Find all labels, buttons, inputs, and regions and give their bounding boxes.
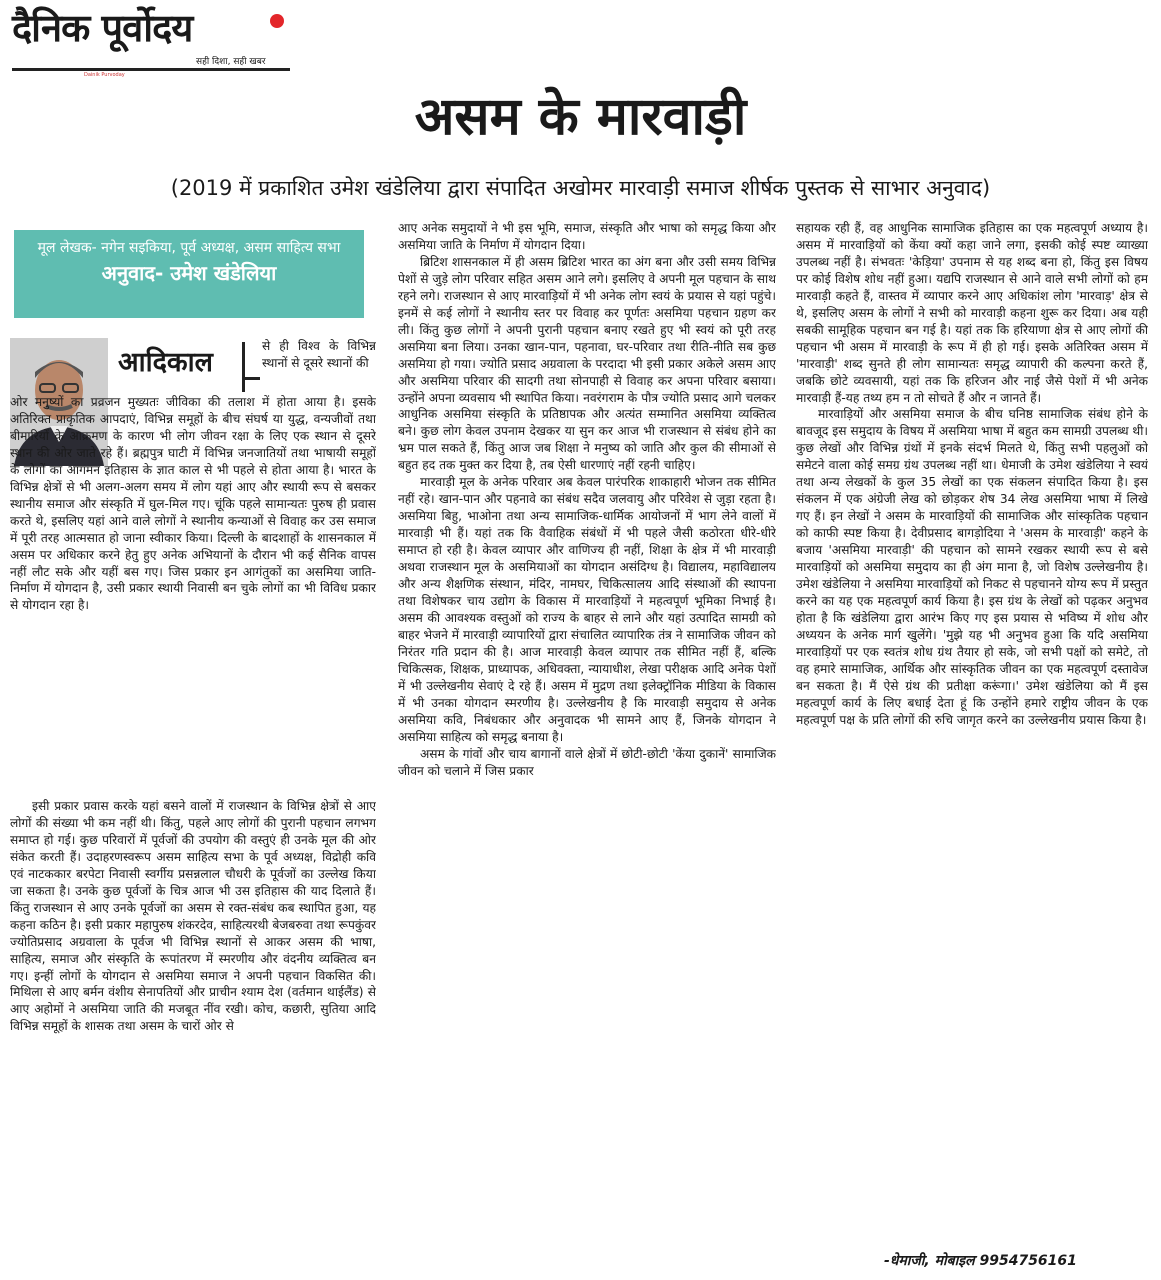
article-headline: असम के मारवाड़ी bbox=[414, 87, 747, 147]
column-1-lower bbox=[10, 798, 376, 1273]
newspaper-title: दैनिक पूर्वोदय bbox=[12, 5, 193, 50]
article-subheadline: (2019 में प्रकाशित उमेश खंडेलिया द्वारा संपादित अखोमर मारवाड़ी समाज शीर्षक पुस्तक से साभार अनुवाद) bbox=[170, 176, 991, 200]
paragraph: मारवाड़ियों और असमिया समाज के बीच घनिष्ठ सामाजिक संबंध होने के बावजूद इस समुदाय के विषय में असमिया भाषा में बहुत कम सामग्री उपलब्ध थी। कुछ लेखों और विभिन्न ग्रंथों में इनके संदर्भ मिलते थे, किंतु सभी पहलुओं को समेटने वाला कोई समग्र ग्रंथ उपलब्ध नहीं था। धेमाजी के उमेश खंडेलिया ने स्वयं तथा अन्य लेखकों के कुल 35 लेखों का एक संकलन संपादित किया है। इस संकलन में एक अंग्रेजी लेख को छोड़कर शेष 34 लेख असमिया भाषा में लिखे गए हैं। इन लेखों ने असम के मारवाड़ियों की सामाजिक और सांस्कृतिक पहचान को काफी स्पष्ट किया है। देवीप्रसाद बागड़ोदिया ने 'असम के मारवाड़ी' कहने के बजाय 'असमिया मारवाड़ी' की पहचान को सामने रखकर स्थायी रूप से बसे मारवाड़ियों को असमिया समुदाय का ही अंग माना है, जो विशेष उल्लेखनीय है। उमेश खंडेलिया ने असमिया मारवाड़ियों को निकट से पहचानने योग्य रूप में प्रस्तुत करने का यह एक महत्वपूर्ण कार्य किया है। इस ग्रंथ के लेखों को पढ़कर अनुभव होता है कि खंडेलिया द्वारा आरंभ किए गए इस प्रयास से भविष्य में शोध और अध्ययन के अनेक मार्ग खुलेंगे। 'मुझे यह भी अनुभव हुआ कि यदि असमिया मारवाड़ियों पर एक स्वतंत्र शोध ग्रंथ तैयार हो सके, जो सभी पक्षों को समेटे, तो वह हमारे सामाजिक, आर्थिक और सांस्कृतिक जीवन का एक महत्वपूर्ण दस्तावेज बन सकता है। मैं ऐसे ग्रंथ की प्रतीक्षा करूंगा।' उमेश खंडेलिया को मैं इस महत्वपूर्ण कार्य के लिए बधाई देता हूं कि उन्होंने हमारे राष्ट्रीय जीवन के एक महत्वपूर्ण पक्ष के प्रति लोगों की रुचि जागृत करने का उल्लेखनीय प्रयास किया है। bbox=[796, 407, 1148, 727]
section-title: आदिकाल bbox=[118, 347, 213, 378]
column-1-body bbox=[10, 394, 376, 798]
original-author: मूल लेखक- नगेन सइकिया, पूर्व अध्यक्ष, असम साहित्य सभा bbox=[37, 240, 341, 256]
credit-box bbox=[14, 230, 364, 318]
paragraph: असम के गांवों और चाय बागानों वाले क्षेत्रों में छोटी-छोटी 'केंया दुकानें' सामाजिक जीवन को चलाने में जिस प्रकार bbox=[398, 746, 776, 778]
paragraph: ब्रिटिश शासनकाल में ही असम ब्रिटिश भारत का अंग बना और उसी समय विभिन्न पेशों से जुड़े लोग परिवार सहित असम आने लगे। इसलिए वे अपनी मूल पहचान के साथ रहने लगे। राजस्थान से आए मारवाड़ियों में भी अनेक लोग स्वयं के प्रयास से यहां पहुंचे। इनमें से कई लोगों ने स्थानीय स्तर पर विवाह कर पूर्णतः असमिया पहचान ग्रहण कर ली। किंतु कुछ लोगों ने अपनी पुरानी पहचान बनाए रखते हुए भी स्वयं को पूरी तरह असमिया बना लिया। उनका खान-पान, पहनावा, घर-परिवार तथा रीति-नीति सब कुछ असमिया हो गया। ज्योति प्रसाद अग्रवाला के परदादा भी इसी प्रकार अकेले असम आए और असमिया परिवार की सादगी तथा सोनपाही से विवाह कर अपना परिवार बसाया। उन्होंने अपना व्यवसाय भी स्थापित किया। नवरंगराम के पौत्र ज्योति प्रसाद आगे चलकर आधुनिक असमिया संस्कृति के प्रतिष्ठापक और अत्यंत सम्मानित असमिया व्यक्तित्व बने। कुछ लोग केवल उपनाम देखकर या सुन कर आज भी राजस्थान से संबंध होने का भ्रम पाल सकते हैं, किंतु आज जब शिक्षा ने मनुष्य को जाति और कुल की सीमाओं से बहुत हद तक मुक्त कर दिया है, तब ऐसी धारणाएं नहीं रहनी चाहिए। bbox=[398, 254, 776, 473]
newspaper-tagline: सही दिशा, सही खबर bbox=[196, 57, 266, 67]
section-title-rule bbox=[244, 377, 260, 380]
paragraph: आए अनेक समुदायों ने भी इस भूमि, समाज, संस्कृति और भाषा को समृद्ध किया और असमिया जाति के निर्माण में योगदान दिया। bbox=[398, 221, 776, 252]
column-1-intro bbox=[262, 338, 376, 394]
section-title-bar bbox=[242, 342, 245, 392]
paragraph: से ही विश्व के विभिन्न स्थानों से दूसरे स्थानों की bbox=[262, 339, 376, 370]
masthead-rule bbox=[12, 68, 290, 71]
logo-dot-icon bbox=[270, 14, 284, 28]
paragraph: ओर मनुष्यों का प्रव्रजन मुख्यतः जीविका की तलाश में होता आया है। इसके अतिरिक्त प्राकृतिक आपदाएं, विभिन्न समूहों के बीच संघर्ष या युद्ध, वन्यजीवों तथा बीमारियों के आक्रमण के कारण भी लोग जीवन रक्षा के लिए एक स्थान से दूसरे स्थान की ओर जाते रहे हैं। ब्रह्मपुत्र घाटी में विभिन्न जनजातियों तथा भाषायी समूहों के लोगों का आगमन इतिहास के ज्ञात काल से भी पहले से होता आया है। भारत के विभिन्न क्षेत्रों से भी अलग-अलग समय में लोग यहां आए और स्थायी रूप से बसकर स्थानीय समाज और संस्कृति में घुल-मिल गए। चूंकि पहले सामान्यतः पुरुष ही प्रवास करते थे, इसलिए यहां आने वाले लोगों ने स्थानीय कन्याओं से विवाह कर उस समाज में पूरी तरह आत्मसात हो जाना स्वीकार किया। दिल्ली के बादशाहों के शासनकाल में असम पर अधिकार करने हेतु हुए अनेक अभियानों के दौरान भी कई सैनिक वापस नहीं लौट सके और यहीं बस गए। जिस प्रकार इन आगंतुकों का असमिया जाति-निर्माण में योगदान है, उसी प्रकार स्थायी निवासी बन चुके लोगों का भी विविध प्रकार से योगदान रहा है। bbox=[10, 395, 376, 613]
paragraph: मारवाड़ी मूल के अनेक परिवार अब केवल पारंपरिक शाकाहारी भोजन तक सीमित नहीं रहे। खान-पान और पहनावे का संबंध सदैव जलवायु और परिवेश से जुड़ा रहता है। असमिया बिहु, भाओना तथा अन्य सामाजिक-धार्मिक आयोजनों में भाग लेने वालों में मारवाड़ी भी हैं। यहां तक कि वैवाहिक संबंधों में भी पहले जैसी कठोरता धीरे-धीरे समाप्त हो रही है। केवल व्यापार और वाणिज्य ही नहीं, शिक्षा के क्षेत्र में भी मारवाड़ी अथवा राजस्थान मूल के असमियाओं का योगदान असंदिग्ध है। विद्यालय, महाविद्यालय और अन्य शैक्षणिक संस्थान, मंदिर, नामघर, चिकित्सालय आदि संस्थाओं की स्थापना तथा विशेषकर चाय उद्योग के विकास में मारवाड़ियों ने महत्वपूर्ण भूमिका निभाई है। असम की आवश्यक वस्तुओं को राज्य के बाहर से लाने और यहां उत्पादित सामग्री को बाहर भेजने में मारवाड़ी व्यापारियों द्वारा संचालित व्यापारिक तंत्र ने सामाजिक जीवन को निरंतर गति प्रदान की है। आज मारवाड़ी केवल व्यापार तक सीमित नहीं हैं, बल्कि चिकित्सक, शिक्षक, प्राध्यापक, अधिवक्ता, न्यायाधीश, लेखा परीक्षक आदि अनेक पेशों में भी उल्लेखनीय सेवाएं दे रहे हैं। असम में मुद्रण तथा इलेक्ट्रॉनिक मीडिया के विकास में भी उनका योगदान स्मरणीय है। उल्लेखनीय है कि मारवाड़ी समुदाय से अनेक असमिया कवि, निबंधकार और अनुवादक भी सामने आए हैं, जिनके योगदान ने असमिया साहित्य को समृद्ध बनाया है। bbox=[398, 475, 776, 744]
translator: अनुवाद- उमेश खंडेलिया bbox=[101, 261, 277, 285]
masthead bbox=[12, 6, 292, 76]
paragraph: सहायक रही हैं, वह आधुनिक सामाजिक इतिहास का एक महत्वपूर्ण अध्याय है। असम में मारवाड़ियों को केंया क्यों कहा जाने लगा, इसकी कोई स्पष्ट व्याख्या उपलब्ध नहीं है। संभवतः 'केड़िया' उपनाम से यह शब्द बना हो, किंतु इस विषय पर कोई विशेष शोध नहीं हुआ। यद्यपि राजस्थान से आने वाले सभी लोगों को हम मारवाड़ी कहते हैं, वास्तव में व्यापार करने आए अधिकांश लोग 'मारवाड़' क्षेत्र से थे, इसलिए असम के लोगों ने सभी को मारवाड़ी कहना शुरू कर दिया। अब यही सबकी सामूहिक पहचान बन गई है। यहां तक कि हरियाणा क्षेत्र से आए लोगों की पहचान भी असम में मारवाड़ी के रूप में ही हो गई। इसके अतिरिक्त असम में 'मारवाड़ी' शब्द सुनते ही लोग सामान्यतः समृद्ध व्यापारी की कल्पना करते हैं, जबकि छोटे व्यवसायी, यहां तक कि हरिजन और नाई जैसे पेशों में भी अनेक मारवाड़ी हैं-यह तथ्य हम न तो सोचते हैं और न जानते हैं। bbox=[796, 221, 1148, 405]
paragraph: इसी प्रकार प्रवास करके यहां बसने वालों में राजस्थान के विभिन्न क्षेत्रों से आए लोगों की संख्या भी कम नहीं थी। किंतु, पहले आए लोगों की पुरानी पहचान लगभग समाप्त हो गई। कुछ परिवारों में पूर्वजों की उपयोग की वस्तुएं ही उनके मूल की ओर संकेत करती हैं। उदाहरणस्वरूप असम साहित्य सभा के पूर्व अध्यक्ष, विद्रोही कवि एवं नाटककार बरपेटा निवासी स्वर्गीय प्रसन्नलाल चौधरी के पूर्वजों का उल्लेख किया जा सकता है। उनके कुछ पूर्वजों के चित्र आज भी उस इतिहास की याद दिलाते हैं। किंतु राजस्थान से आए उनके पूर्वजों का असम से रक्त-संबंध कब स्थापित हुआ, यह कहना कठिन है। इसी प्रकार महापुरुष शंकरदेव, साहित्यरथी बेजबरुवा तथा रूपकुंवर ज्योतिप्रसाद अग्रवाला के पूर्वज भी विभिन्न स्थानों से आकर असम की भाषा, साहित्य, समाज और संस्कृति के रूपांतरण में स्मरणीय और वंदनीय व्यक्तित्व बन गए। इन्हीं लोगों के योगदान से असमिया समाज ने अपनी पहचान विकसित की। मिथिला से आए बर्मन वंशीय सेनापतियों और प्राचीन श्याम देश (वर्तमान थाईलैंड) से आए अहोमों ने असमिया जाति की मजबूत नींव रखी। कोच, कछारी, सुतिया आदि विभिन्न समूहों के शासक तथा असम के चारों ओर से bbox=[10, 799, 376, 1034]
column-3 bbox=[796, 220, 1148, 1250]
column-2 bbox=[398, 220, 776, 1270]
author-signature: -धेमाजी, मोबाइल 9954756161 bbox=[884, 1253, 1077, 1269]
masthead-subline: Dainik Purvoday bbox=[84, 72, 125, 78]
